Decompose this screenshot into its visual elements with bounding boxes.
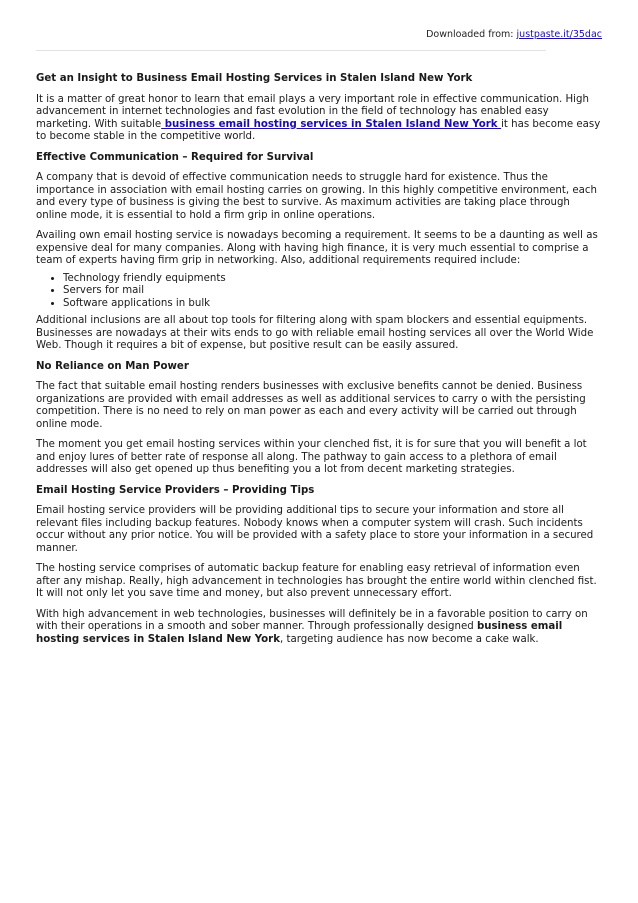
closing-bold-phrase: business email hosting services in Stalen Island New York <box>36 621 563 645</box>
closing-text-before: With high advancement in web technologies, businesses will definitely be in a favorable position to carry on with their operations in a smooth and sober manner. Through professionally designed <box>36 608 588 632</box>
paragraph: A company that is devoid of effective communication needs to struggle hard for existence. Thus the importance in association with email hosting carries on growing. In this highly competitive environment, each and every type of business is giving the best to survive. As maximum activities are taking place through online mode, it is essential to hold a firm grip in online operations. <box>36 172 597 221</box>
download-source-link[interactable]: justpaste.it/35dac <box>516 29 602 40</box>
download-source <box>426 29 602 40</box>
closing-text-after: , targeting audience has now become a cake walk. <box>279 633 539 645</box>
intro-text-before: It is a matter of great honor to learn that email plays a very important role in effective communication. High advancement in internet technologies and fast evolution in the field of technology has enabled easy marketing. With suitable <box>36 93 589 130</box>
list-item: • Software applications in bulk <box>63 298 604 311</box>
section-heading-man-power: No Reliance on Man Power <box>36 360 189 372</box>
closing-paragraph <box>36 609 604 647</box>
paragraph: The moment you get email hosting services within your clenched fist, it is for sure that you will benefit a lot and enjoy lures of better rate of response all along. The pathway to gain access to a plethora of email addresses will also get opened up thus benefiting you a lot from decent marketing strategies. <box>36 439 587 475</box>
download-prefix: Downloaded from: <box>426 29 517 40</box>
article-body <box>36 73 604 654</box>
paragraph: Email hosting service providers will be providing additional tips to secure your information and store all relevant files including backup features. Nobody knows when a computer system will crash. Such incidents occur without any prior notice. You will be provided with a safety place to store your information in a secured manner. <box>36 505 594 554</box>
intro-text-after: it has become easy to become stable in the competitive world. <box>36 118 601 142</box>
article-title: Get an Insight to Business Email Hosting Services in Stalen Island New York <box>36 73 473 84</box>
list-item: • Technology friendly equipments <box>63 273 604 286</box>
paragraph: The fact that suitable email hosting renders businesses with exclusive benefits cannot be denied. Business organizations are provided with email addresses as well as additional services to carry o with the persisting competition. There is no need to rely on man power as each and every activity will be carried out through online mode. <box>36 381 586 430</box>
section-heading-providers: Email Hosting Service Providers – Providing Tips <box>36 484 315 496</box>
section-heading-communication: Effective Communication – Required for Survival <box>36 151 314 163</box>
header-divider <box>36 50 546 51</box>
requirements-list <box>36 273 604 311</box>
intro-link[interactable]: business email hosting services in Stalen Island New York <box>161 118 502 130</box>
paragraph: Availing own email hosting service is nowadays becoming a requirement. It seems to be a daunting as well as expensive deal for many companies. Along with having high finance, it is very much essential to comprise a team of experts having firm grip in networking. Also, additional requirements required include: <box>36 230 598 266</box>
intro-paragraph <box>36 94 604 144</box>
paragraph: The hosting service comprises of automatic backup feature for enabling easy retrieval of information even after any mishap. Really, high advancement in technologies has brought the entire world within clenched fist. It will not only let you save time and money, but also prevent unnecessary effort. <box>36 563 597 599</box>
list-item: • Servers for mail <box>63 285 604 298</box>
paragraph: Additional inclusions are all about top tools for filtering along with spam blockers and essential equipments. Businesses are nowadays at their wits ends to go with reliable email hosting services all over the World Wide Web. Though it requires a bit of expense, but positive result can be easily assured. <box>36 315 594 351</box>
